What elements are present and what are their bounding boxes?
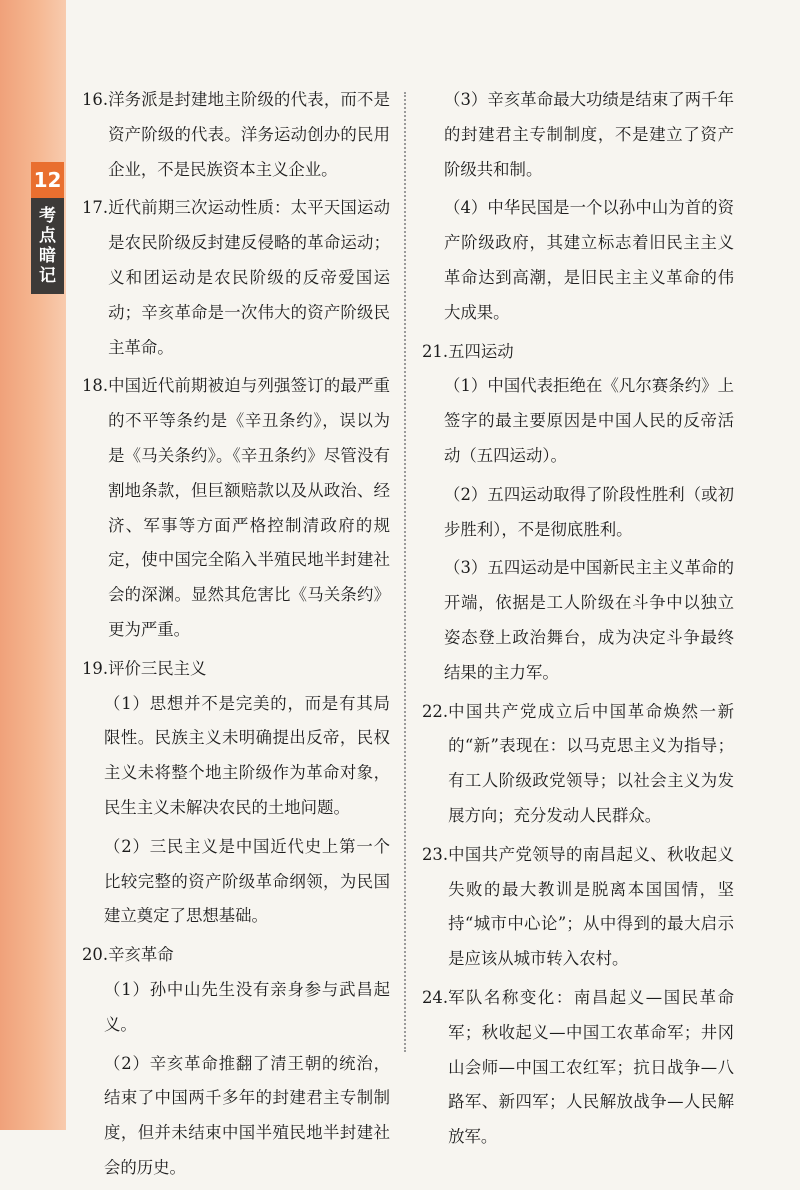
point-text: 军队名称变化：南昌起义—国民革命军；秋收起义—中国工农革命军；井冈山会师—中国工农红军；抗日战争—八路军、新四军；人民解放战争—人民解放军。 xyxy=(448,987,734,1147)
chapter-tab xyxy=(31,162,64,294)
point-16 xyxy=(82,83,390,187)
sub-point: （2）五四运动取得了阶段性胜利（或初步胜利），不是彻底胜利。 xyxy=(444,484,734,539)
sub-point: （3）五四运动是中国新民主主义革命的开端，依据是工人阶级在斗争中以独立姿态登上政治舞台，成为决定斗争最终结果的主力军。 xyxy=(444,558,734,682)
sub-point: （3）辛亥革命最大功绩是结束了两千年的封建君主专制制度，不是建立了资产阶级共和制。 xyxy=(444,90,734,179)
point-text: 洋务派是封建地主阶级的代表，而不是资产阶级的代表。洋务运动创办的民用企业，不是民族资本主义企业。 xyxy=(108,90,390,179)
sub-point: （2）辛亥革命推翻了清王朝的统治，结束了中国两千多年的封建君主专制制度，但并未结束中国半殖民地半封建社会的历史。 xyxy=(104,1053,390,1177)
point-20 xyxy=(82,938,390,1186)
point-number: 21. xyxy=(422,341,449,361)
page-number: 12 xyxy=(31,162,64,198)
point-title: 辛亥革命 xyxy=(108,945,174,965)
point-23 xyxy=(422,838,734,977)
point-number: 22. xyxy=(422,701,449,721)
sub-point: （1）孙中山先生没有亲身参与武昌起义。 xyxy=(104,979,390,1034)
sub-point: （1）中国代表拒绝在《凡尔赛条约》上签字的最主要原因是中国人民的反帝活动（五四运动）。 xyxy=(444,376,734,465)
point-22 xyxy=(422,695,734,834)
point-number: 19. xyxy=(82,658,109,678)
point-text: 中国近代前期被迫与列强签订的最严重的不平等条约是《辛丑条约》，误以为是《马关条约》。《辛丑条约》尽管没有割地条款，但巨额赔款以及从政治、经济、军事等方面严格控制清政府的规定，使中国完全陷入半殖民地半封建社会的深渊。显然其危害比《马关条约》更为严重。 xyxy=(108,376,390,639)
sub-point: （1）思想并不是完美的，而是有其局限性。民族主义未明确提出反帝，民权主义未将整个地主阶级作为革命对象，民生主义未解决农民的土地问题。 xyxy=(104,693,390,817)
point-number: 17. xyxy=(82,198,109,218)
point-text: 中国共产党领导的南昌起义、秋收起义失败的最大教训是脱离本国国情，坚持“城市中心论”；从中得到的最大启示是应该从城市转入农村。 xyxy=(448,844,734,969)
point-text: 中国共产党成立后中国革命焕然一新的“新”表现在：以马克思主义为指导；有工人阶级政党领导；以社会主义为发展方向；充分发动人民群众。 xyxy=(448,701,734,825)
right-column xyxy=(422,83,734,1159)
column-divider xyxy=(404,92,406,1052)
point-number: 23. xyxy=(422,844,449,864)
section-label: 考点暗记 xyxy=(39,206,56,286)
left-column xyxy=(82,83,390,1190)
point-24 xyxy=(422,981,734,1155)
point-number: 18. xyxy=(82,376,109,396)
sub-point: （4）中华民国是一个以孙中山为首的资产阶级政府，其建立标志着旧民主主义革命达到高潮，是旧民主主义革命的伟大成果。 xyxy=(444,198,734,322)
point-title: 评价三民主义 xyxy=(108,658,207,678)
point-title: 五四运动 xyxy=(448,341,514,361)
point-number: 20. xyxy=(82,945,109,965)
point-17 xyxy=(82,191,390,365)
sub-point: （2）三民主义是中国近代史上第一个比较完整的资产阶级革命纲领，为民国建立奠定了思想基础。 xyxy=(104,836,390,926)
point-number: 16. xyxy=(82,90,109,109)
point-18 xyxy=(82,369,390,647)
point-19 xyxy=(82,652,390,934)
point-number: 24. xyxy=(422,987,449,1007)
point-21 xyxy=(422,335,734,691)
point-text: 近代前期三次运动性质：太平天国运动是农民阶级反封建反侵略的革命运动；义和团运动是农民阶级的反帝爱国运动；辛亥革命是一次伟大的资产阶级民主革命。 xyxy=(108,198,390,357)
